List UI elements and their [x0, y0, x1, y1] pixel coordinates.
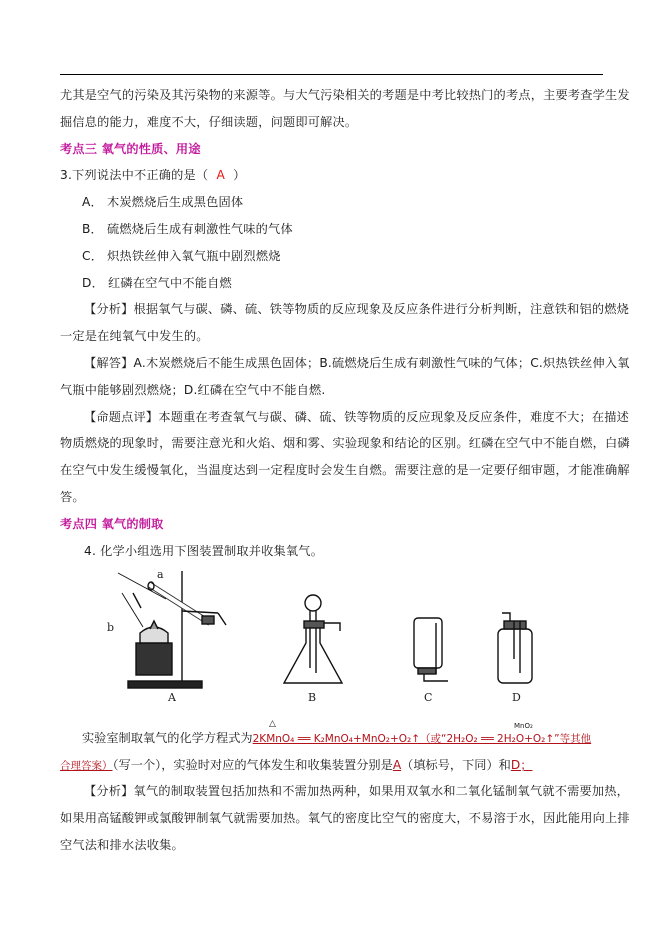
- q4-eq-condition-heat: △: [269, 719, 276, 729]
- q4-eq-mid: （写一个），实验时对应的气体发生和收集装置分别是: [112, 758, 393, 772]
- q4-eq-prefix: 实验室制取氧气的化学方程式为: [82, 731, 253, 745]
- q4-answer-line: [60, 756, 532, 773]
- q3-comment-line-4: 答。: [60, 489, 85, 504]
- apparatus-figure: [88, 563, 538, 711]
- q4-analysis-line-3: 空气法和排水法收集。: [60, 837, 184, 852]
- header-rule: [60, 74, 603, 75]
- q4-analysis-line-1: 【分析】氧气的制取装置包括加热和不需加热两种，如果用双氧水和二氧化锰制氧气就不需要加热，: [84, 784, 630, 798]
- label-apparatus-b: B: [308, 691, 317, 704]
- q3-analysis-line-2: 一定是在纯氧气中发生的。: [60, 329, 209, 344]
- q3-stem-close: ）: [233, 168, 246, 183]
- label-a-lower: a: [157, 568, 164, 581]
- apparatus-drawing: [88, 563, 538, 711]
- q3-answer: A: [216, 168, 225, 183]
- q3-stem-text: 3.下列说法中不正确的是（: [60, 168, 209, 183]
- q3-comment-line-2: 物质燃烧的现象时，需要注意光和火焰、烟和雾、实验现象和结论的区别。红磷在空气中不能自燃，白磷: [60, 436, 630, 451]
- q4-blank-generator: A: [392, 758, 402, 772]
- q4-analysis: [60, 778, 630, 858]
- intro-line-2: 掘信息的能力，难度不大，仔细读题，问题即可解决。: [60, 114, 358, 129]
- q3-comment-line-3: 在空气中发生缓慢氧化，当温度达到一定程度时会发生自燃。需要注意的是一定要仔细审题，才能准确解: [60, 463, 630, 478]
- q3-option-d: D． 红磷在空气中不能自燃: [82, 275, 232, 290]
- q3-option-a: A． 木炭燃烧后生成黑色固体: [82, 195, 244, 210]
- label-b-lower: b: [107, 621, 115, 634]
- q3-option-b: B． 硫燃烧后生成有刺激性气味的气体: [82, 221, 293, 236]
- intro-line-1: 尤其是空气的污染及其污染物的来源等。与大气污染相关的考题是中考比较热门的考点，主要考查学生发: [60, 88, 630, 102]
- q4-analysis-line-2: 如果用高锰酸钾或氯酸钾制氧气就需要加热。氧气的密度比空气的密度大，不易溶于水，因此能用向上排: [60, 810, 630, 825]
- q3-option-c: C． 炽热铁丝伸入氧气瓶中剧烈燃烧: [82, 248, 281, 263]
- q4-blank-collector: D；: [510, 758, 533, 772]
- intro-paragraph: [60, 82, 630, 564]
- apparatus-a: [118, 571, 226, 688]
- question-4-stem: 4. 化学小组选用下图装置制取并收集氧气。: [84, 543, 324, 558]
- apparatus-d: [498, 613, 532, 683]
- q4-eq-answer-cont: 合理答案）: [60, 760, 113, 772]
- q4-equation-line: [82, 729, 591, 746]
- apparatus-b: [284, 595, 342, 683]
- q4-eq-mid2: （填标号，下同）和: [401, 758, 511, 772]
- label-apparatus-c: C: [424, 691, 433, 704]
- label-apparatus-a: A: [168, 691, 176, 704]
- q3-analysis-line-1: 【分析】根据氧气与碳、磷、硫、铁等物质的反应现象及反应条件进行分析判断，注意铁和铝的燃烧: [84, 302, 630, 317]
- question-3-stem: [60, 162, 605, 189]
- section-3-title: 考点三 氧气的性质、用途: [60, 141, 201, 156]
- apparatus-c: [414, 618, 448, 681]
- q3-comment-line-1: 【命题点评】本题重在考查氧气与碳、磷、硫、铁等物质的反应现象及反应条件，难度不大；在描述: [84, 409, 630, 424]
- section-4-title: 考点四 氧气的制取: [60, 516, 164, 531]
- q4-eq-condition-catalyst: MnO₂: [514, 722, 533, 730]
- q3-solution-line-1: 【解答】A.木炭燃烧后不能生成黑色固体；B.硫燃烧后生成有刺激性气味的气体；C.炽热铁丝伸入氧: [84, 355, 630, 370]
- label-apparatus-d: D: [512, 691, 521, 704]
- q4-eq-answer: 2KMnO₄ ══ K₂MnO₄+MnO₂+O₂↑（或“2H₂O₂ ══ 2H₂O+O₂↑”等其他: [252, 733, 592, 745]
- q3-solution-line-2: 气瓶中能够剧烈燃烧；D.红磷在空气中不能自燃.: [60, 382, 326, 397]
